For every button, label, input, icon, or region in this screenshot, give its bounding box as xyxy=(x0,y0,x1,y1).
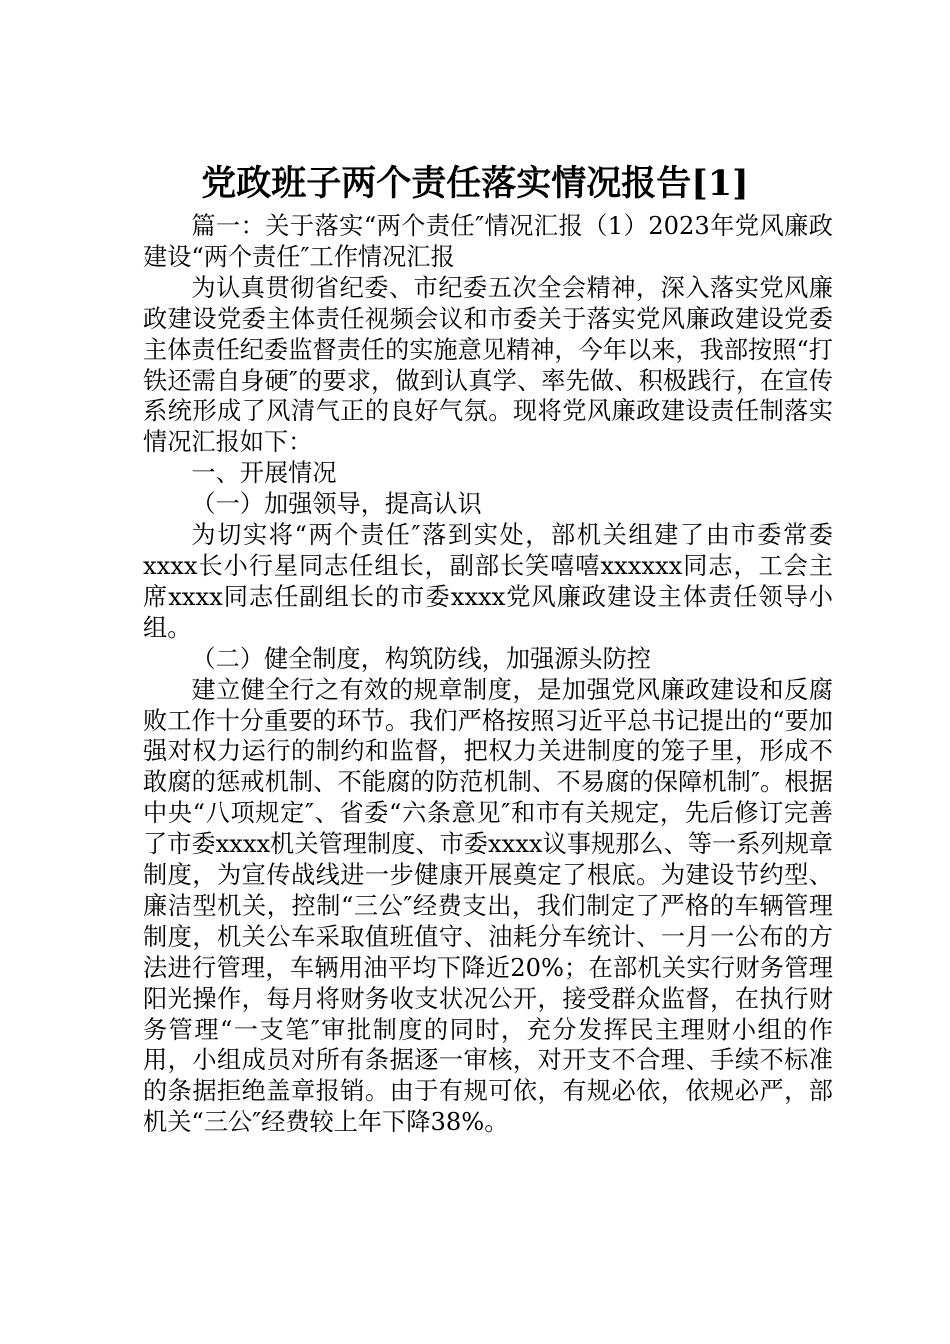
document-title: 党政班子两个责任落实情况报告[1] xyxy=(201,163,749,204)
heading-section-1: 一、开展情况 xyxy=(191,459,337,488)
paragraph-summary: 为认真贯彻省纪委、市纪委五次全会精神，深入落实党风廉政建设党委主体责任视频会议和市委关于落实党风廉政建设党委主体责任纪委监督责任的实施意见精神，今年以来，我部按照“打铁还需自身硬″的要求，做到认真学、率先做、积极践行，在宣传系统形成了风清气正的良好气氛。现将党风廉政建设责任制落实情况汇报如下： xyxy=(143,273,833,457)
paragraph-rules: 建立健全行之有效的规章制度，是加强党风廉政建设和反腐败工作十分重要的环节。我们严格按照习近平总书记提出的“要加强对权力运行的制约和监督，把权力关进制度的笼子里，形成不敢腐的惩戒机制、不能腐的防范机制、不易腐的保障机制″。根据中央“八项规定″、省委“六条意见″和市有关规定，先后修订完善了市委xxxx机关管理制度、市委xxxx议事规那么、等一系列规章制度，为宣传战线进一步健康开展奠定了根底。为建设节约型、廉洁型机关，控制“三公″经费支出，我们制定了严格的车辆管理制度，机关公车采取值班值守、油耗分车统计、一月一公布的方法进行管理，车辆用油平均下降近20%；在部机关实行财务管理阳光操作，每月将财务收支状况公开，接受群众监督，在执行财务管理“一支笔″审批制度的同时，充分发挥民主理财小组的作用，小组成员对所有条据逐一审核，对开支不合理、手续不标准的条据拒绝盖章报销。由于有规可依，有规必依，依规必严，部机关“三公″经费较上年下降38%。 xyxy=(143,675,833,1137)
heading-subsection-2: （二）健全制度，构筑防线，加强源头防控 xyxy=(191,644,651,673)
document-body xyxy=(143,211,833,1138)
paragraph-leadership: 为切实将“两个责任″落到实处，部机关组建了由市委常委xxxx长小行星同志任组长，副部长笑嘻嘻xxxxxx同志，工会主席xxxx同志任副组长的市委xxxx党风廉政建设主体责任领导小组。 xyxy=(143,521,833,642)
heading-subsection-1: （一）加强领导，提高认识 xyxy=(191,490,482,519)
paragraph-intro: 篇一：关于落实“两个责任″情况汇报（1）2023年党风廉政建设“两个责任″工作情况汇报 xyxy=(143,212,833,271)
